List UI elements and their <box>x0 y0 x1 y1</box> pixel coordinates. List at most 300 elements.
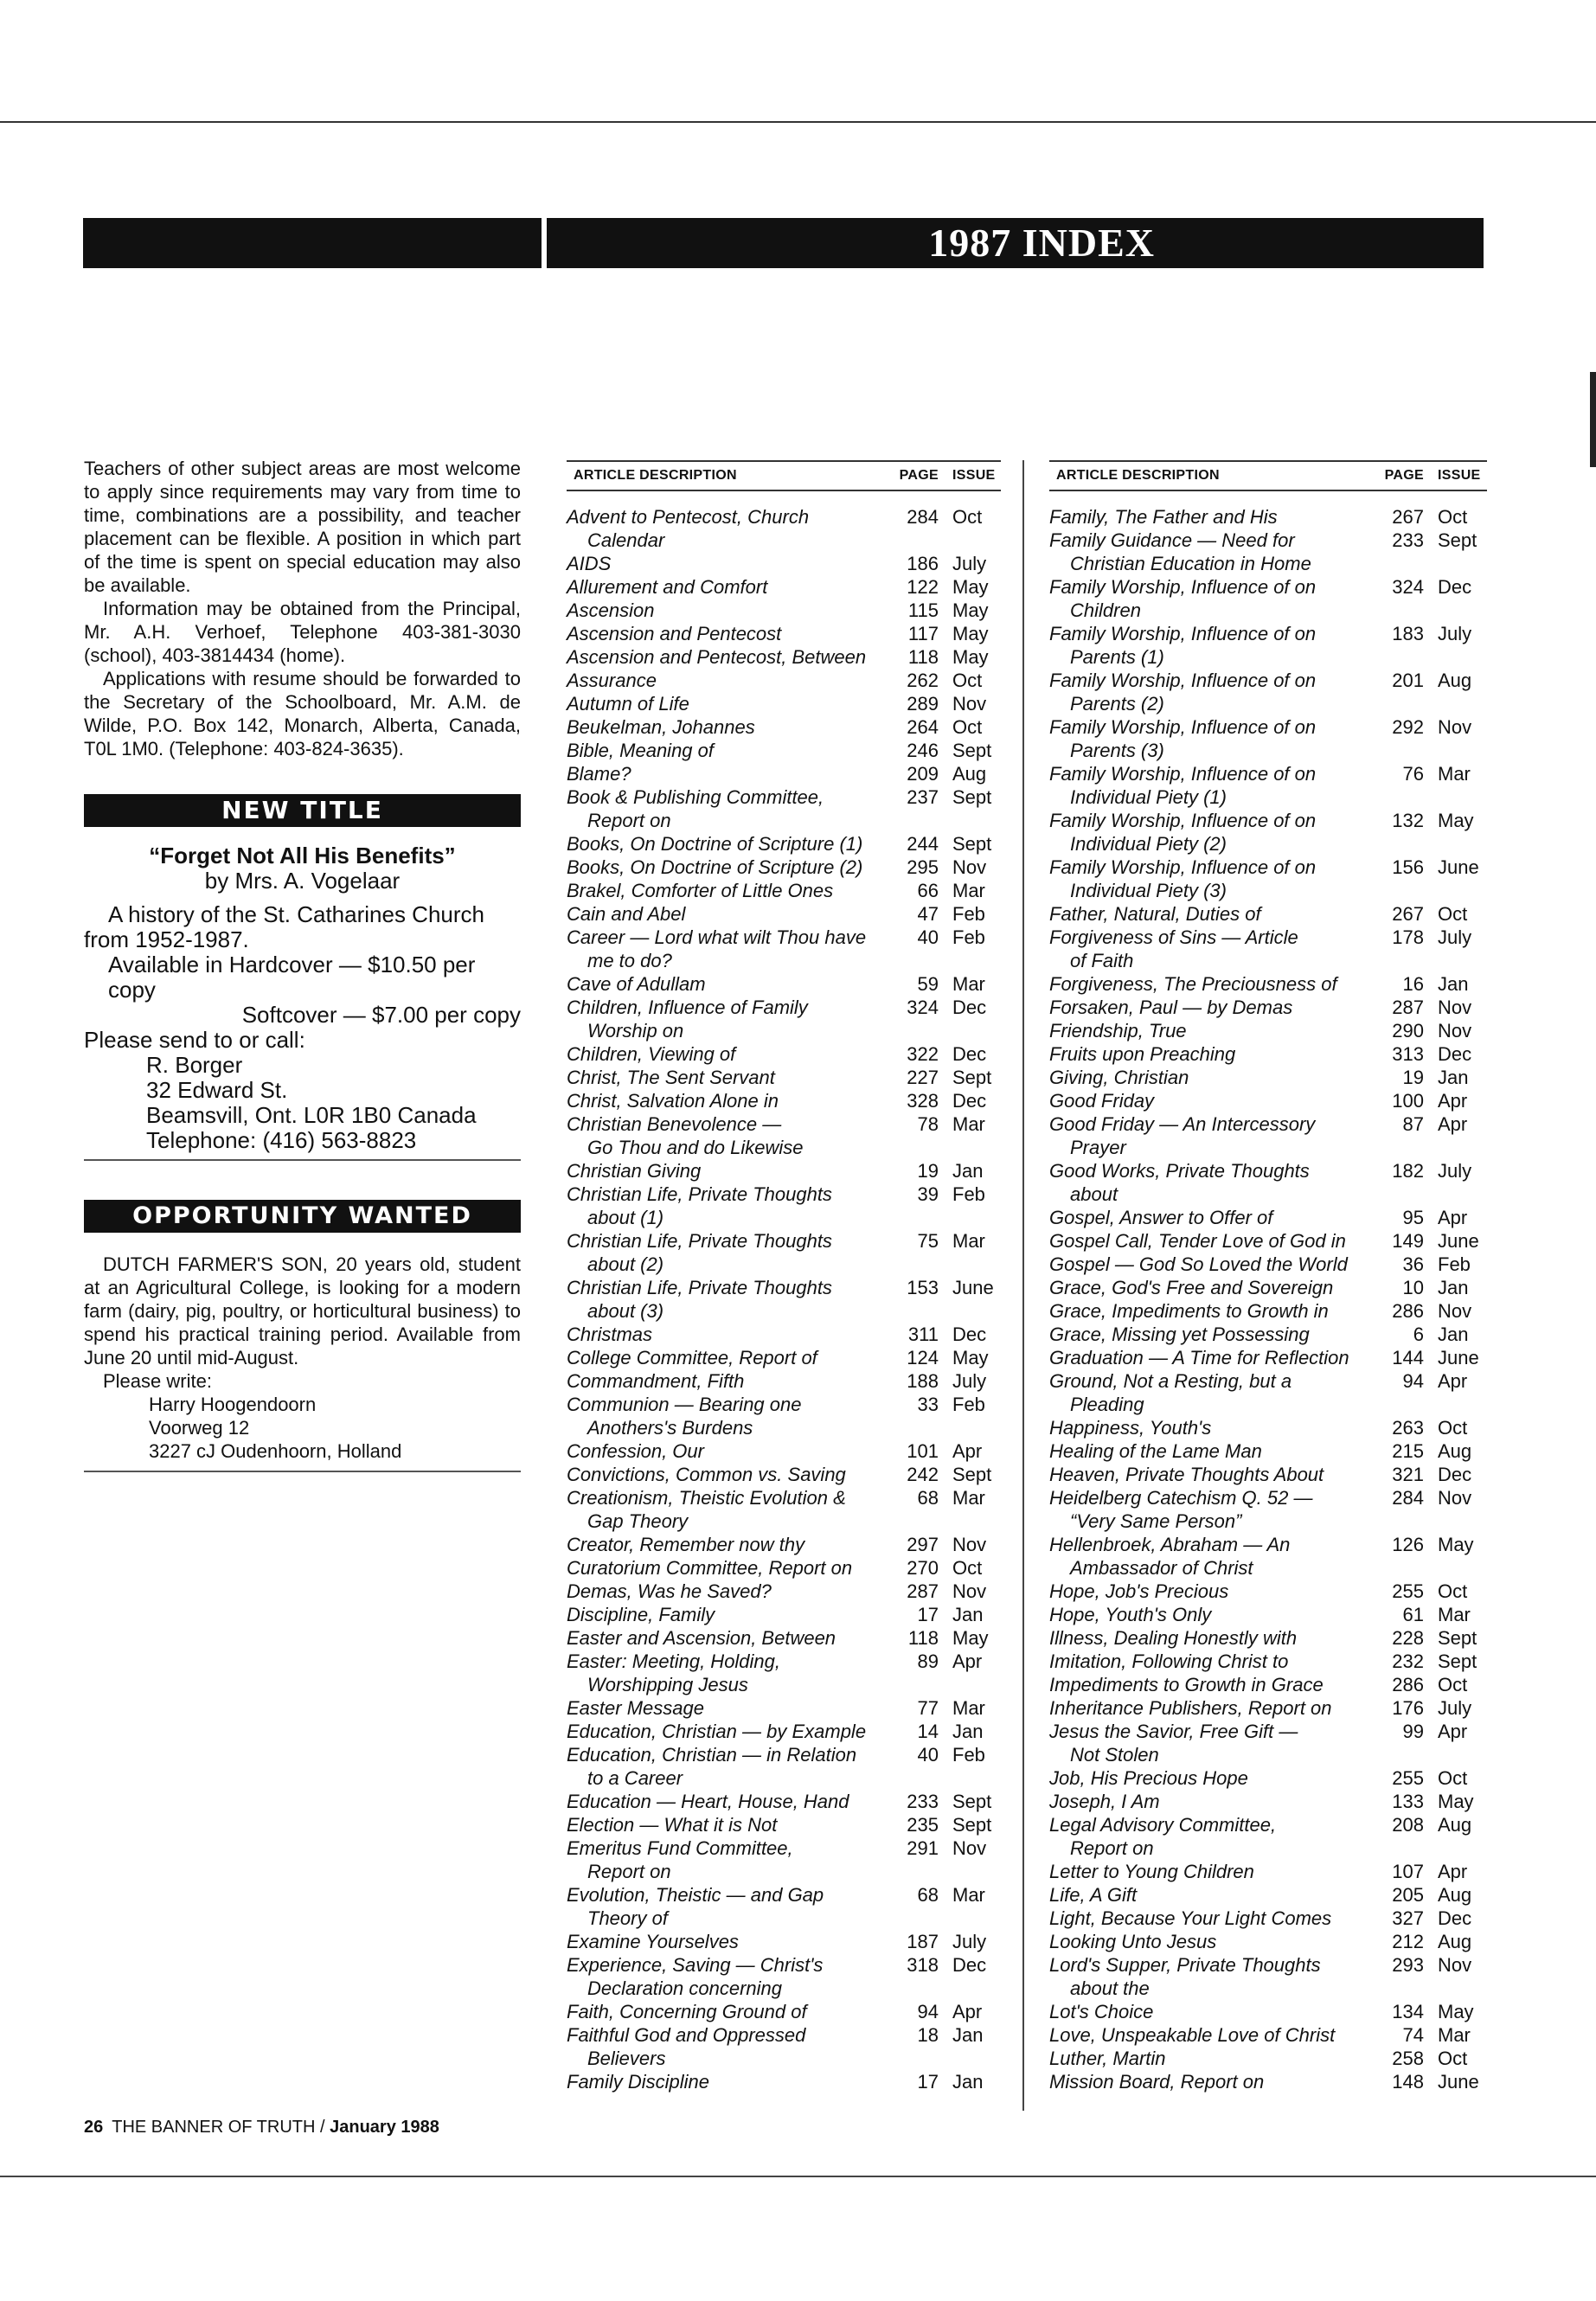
entry-issue: Feb <box>952 903 985 925</box>
entry-description <box>567 1089 895 1112</box>
entry-description <box>567 1042 895 1066</box>
index-entry <box>567 1183 1001 1229</box>
entry-issue: Oct <box>952 506 983 528</box>
entry-title: Family, The Father and His <box>1049 506 1278 528</box>
index-entry <box>567 1836 1001 1883</box>
entry-page: 144 <box>1392 1347 1424 1368</box>
entry-description <box>567 505 895 552</box>
entry-title-continued: of Faith <box>1070 950 1134 971</box>
entry-title: Confession, Our <box>567 1440 704 1462</box>
entry-description <box>567 692 895 715</box>
index-entry <box>567 1953 1001 2000</box>
index-entry <box>567 1276 1001 1323</box>
entry-description <box>1049 1860 1381 1883</box>
entry-page: 68 <box>917 1884 939 1906</box>
entry-title: Faithful God and Oppressed <box>567 2024 806 2046</box>
entry-description <box>1049 2000 1381 2023</box>
header-page: PAGE <box>899 468 939 483</box>
index-entry <box>567 996 1001 1042</box>
index-entry <box>1049 715 1487 762</box>
entry-description <box>567 1276 895 1323</box>
entry-title-continued: Ambassador of Christ <box>1070 1557 1253 1579</box>
header-issue: ISSUE <box>952 468 996 483</box>
entry-title: Hope, Job's Precious <box>1049 1580 1229 1602</box>
index-entry <box>1049 1042 1487 1066</box>
entry-page: 17 <box>917 1604 939 1625</box>
entry-issue: Feb <box>952 926 985 948</box>
entry-issue: Nov <box>1438 1954 1472 1976</box>
entry-issue: Dec <box>952 1043 987 1065</box>
entry-title: Christmas <box>567 1324 653 1345</box>
entry-description <box>567 926 895 972</box>
entry-issue: Nov <box>1438 716 1472 738</box>
entry-issue: Sept <box>952 833 992 855</box>
index-entries <box>1049 505 1487 2093</box>
entry-description <box>1049 1089 1381 1112</box>
entry-title: Gospel, Answer to Offer of <box>1049 1207 1273 1228</box>
index-entry <box>567 1790 1001 1813</box>
entry-title: Happiness, Youth's <box>1049 1417 1212 1439</box>
entry-description <box>1049 1369 1381 1416</box>
entry-issue: Apr <box>1438 1207 1468 1228</box>
entry-description <box>1049 1696 1381 1720</box>
header-bar <box>547 218 1484 268</box>
entry-issue: Aug <box>1438 670 1472 691</box>
index-entry <box>567 1463 1001 1486</box>
index-entry <box>1049 902 1487 926</box>
index-entry <box>1049 1299 1487 1323</box>
entry-issue: Jan <box>952 2024 984 2046</box>
index-entry <box>1049 1416 1487 1439</box>
entry-title: Grace, Missing yet Possessing <box>1049 1324 1310 1345</box>
index-entry <box>1049 762 1487 809</box>
entry-issue: July <box>952 1931 987 1952</box>
entry-issue: Apr <box>952 1440 983 1462</box>
entry-page: 267 <box>1392 903 1424 925</box>
entry-issue: Sept <box>1438 1627 1477 1649</box>
entry-title: Demas, Was he Saved? <box>567 1580 772 1602</box>
entry-page: 205 <box>1392 1884 1424 1906</box>
index-entry <box>1049 622 1487 669</box>
index-entry <box>1049 1066 1487 1089</box>
index-entry <box>567 1743 1001 1790</box>
entry-title: Mission Board, Report on <box>1049 2071 1265 2093</box>
entry-page: 76 <box>1402 763 1424 785</box>
entry-title-continued: Children <box>1070 599 1141 621</box>
entry-title: Looking Unto Jesus <box>1049 1931 1217 1952</box>
entry-title: AIDS <box>567 553 612 574</box>
entry-description <box>567 972 895 996</box>
entry-page: 10 <box>1402 1277 1424 1298</box>
entry-issue: July <box>1438 623 1472 644</box>
entry-description <box>1049 669 1381 715</box>
entry-page: 187 <box>907 1931 939 1952</box>
index-entry <box>567 1813 1001 1836</box>
entry-title: Cave of Adullam <box>567 973 706 995</box>
entry-description <box>1049 1159 1381 1206</box>
entry-issue: Nov <box>1438 1487 1472 1509</box>
entry-title: Experience, Saving — Christ's <box>567 1954 824 1976</box>
entry-page: 237 <box>907 786 939 808</box>
index-entry <box>1049 2047 1487 2070</box>
entry-issue: Apr <box>952 2001 983 2022</box>
index-entry <box>1049 1533 1487 1580</box>
index-entry <box>1049 1112 1487 1159</box>
entry-page: 75 <box>917 1230 939 1252</box>
entry-page: 284 <box>1392 1487 1424 1509</box>
entry-title: Ground, Not a Resting, but a <box>1049 1370 1292 1392</box>
entry-description <box>1049 809 1381 856</box>
entry-page: 264 <box>907 716 939 738</box>
entry-description <box>1049 1486 1381 1533</box>
entry-issue: June <box>1438 856 1479 878</box>
entry-description <box>1049 1953 1381 2000</box>
entry-title: Career — Lord what wilt Thou have <box>567 926 867 948</box>
entry-title-continued: Individual Piety (3) <box>1070 880 1227 901</box>
section-divider <box>84 1471 521 1472</box>
entry-title-continued: about (3) <box>587 1300 664 1322</box>
entry-page: 117 <box>907 623 939 644</box>
opportunity-section <box>84 1253 521 1463</box>
entry-title: Heaven, Private Thoughts About <box>1049 1464 1324 1485</box>
entry-title: Easter: Meeting, Holding, <box>567 1650 781 1672</box>
entry-title: Christian Life, Private Thoughts <box>567 1230 832 1252</box>
entry-description <box>567 1112 895 1159</box>
entry-description <box>1049 2047 1381 2070</box>
entry-issue: Jan <box>952 1721 984 1742</box>
index-entry <box>567 926 1001 972</box>
entry-title-continued: Declaration concerning <box>587 1977 783 1999</box>
entry-title: Books, On Doctrine of Scripture (2) <box>567 856 863 878</box>
entry-description <box>1049 1790 1381 1813</box>
index-entry <box>567 856 1001 879</box>
contact-address-line: 3227 cJ Oudenhoorn, Holland <box>149 1440 402 1462</box>
entry-issue: Oct <box>1438 2048 1468 2069</box>
entry-title-continued: about <box>1070 1183 1118 1205</box>
index-entry <box>567 1439 1001 1463</box>
index-entry <box>1049 1650 1487 1673</box>
index-entry <box>1049 1463 1487 1486</box>
entry-issue: Nov <box>1438 997 1472 1018</box>
entry-title: Easter and Ascension, Between <box>567 1627 836 1649</box>
entry-page: 40 <box>917 926 939 948</box>
entry-issue: Mar <box>1438 763 1471 785</box>
entry-page: 212 <box>1392 1931 1424 1952</box>
entry-issue: Dec <box>1438 1907 1472 1929</box>
index-entry <box>567 575 1001 599</box>
index-header <box>1049 460 1487 491</box>
entry-issue: May <box>952 1347 989 1368</box>
entry-title: Father, Natural, Duties of <box>1049 903 1261 925</box>
entry-description <box>1049 1650 1381 1673</box>
entry-issue: May <box>952 646 989 668</box>
entry-page: 328 <box>907 1090 939 1112</box>
entry-title: Family Worship, Influence of on <box>1049 763 1317 785</box>
entry-issue: Sept <box>1438 1650 1477 1672</box>
index-entry <box>567 2070 1001 2093</box>
entry-title-continued: Report on <box>1070 1837 1154 1859</box>
index-entry <box>567 1346 1001 1369</box>
entry-issue: May <box>952 599 989 621</box>
entry-description <box>567 1790 895 1813</box>
index-entry <box>567 1696 1001 1720</box>
entry-title: Emeritus Fund Committee, <box>567 1837 793 1859</box>
entry-page: 228 <box>1392 1627 1424 1649</box>
entry-description <box>1049 1533 1381 1580</box>
entry-title: Curatorium Committee, Report on <box>567 1557 853 1579</box>
index-column-1 <box>567 460 1001 2093</box>
entry-page: 61 <box>1402 1604 1424 1625</box>
entry-page: 286 <box>1392 1300 1424 1322</box>
entry-issue: June <box>1438 1347 1479 1368</box>
entry-page: 126 <box>1392 1534 1424 1555</box>
index-entry <box>1049 1346 1487 1369</box>
scan-edge-mark <box>1590 372 1596 467</box>
entry-page: 242 <box>907 1464 939 1485</box>
entry-issue: Nov <box>952 1837 987 1859</box>
entry-title-continued: Christian Education in Home <box>1070 553 1311 574</box>
entry-title: Gospel Call, Tender Love of God in <box>1049 1230 1346 1252</box>
entry-page: 59 <box>917 973 939 995</box>
entry-page: 321 <box>1392 1464 1424 1485</box>
entry-issue: Feb <box>952 1183 985 1205</box>
entry-title-continued: Report on <box>587 1861 671 1882</box>
entry-page: 244 <box>907 833 939 855</box>
entry-title-continued: Worshipping Jesus <box>587 1674 748 1695</box>
index-entry <box>1049 1603 1487 1626</box>
index-entry <box>567 622 1001 645</box>
entry-page: 178 <box>1392 926 1424 948</box>
index-entry <box>567 2023 1001 2070</box>
entry-page: 255 <box>1392 1580 1424 1602</box>
opportunity-text: DUTCH FARMER'S SON, 20 years old, student at an Agricultural College, is looking for a modern farm (dairy, pig, poultry, or horticultural business) to spend his practical training period. Available from June 20 until mid-August. <box>84 1253 521 1368</box>
entry-page: 235 <box>907 1814 939 1836</box>
header-description: ARTICLE DESCRIPTION <box>1056 468 1220 483</box>
entry-title: Grace, God's Free and Sovereign <box>1049 1277 1334 1298</box>
page-number: 26 <box>84 2118 104 2137</box>
entry-page: 16 <box>1402 973 1424 995</box>
entry-description <box>567 1696 895 1720</box>
entry-page: 227 <box>907 1067 939 1088</box>
entry-title: Inheritance Publishers, Report on <box>1049 1697 1332 1719</box>
entry-page: 182 <box>1392 1160 1424 1182</box>
header-page: PAGE <box>1384 468 1424 483</box>
entry-page: 293 <box>1392 1954 1424 1976</box>
index-entry <box>1049 1019 1487 1042</box>
index-entry <box>1049 996 1487 1019</box>
entry-description <box>567 1323 895 1346</box>
entry-description <box>567 552 895 575</box>
index-entry <box>567 1883 1001 1930</box>
entry-page: 297 <box>907 1534 939 1555</box>
entry-title: Lord's Supper, Private Thoughts <box>1049 1954 1321 1976</box>
index-entry <box>1049 1253 1487 1276</box>
entry-issue: Oct <box>1438 903 1468 925</box>
index-entry <box>567 1580 1001 1603</box>
entry-page: 201 <box>1392 670 1424 691</box>
entry-title: Good Friday — An Intercessory <box>1049 1113 1316 1135</box>
index-entry <box>1049 1953 1487 2000</box>
entry-issue: Dec <box>952 1090 987 1112</box>
entry-description <box>1049 622 1381 669</box>
entry-page: 324 <box>907 997 939 1018</box>
entry-issue: Dec <box>952 1954 987 1976</box>
entry-page: 318 <box>907 1954 939 1976</box>
book-title: “Forget Not All His Benefits” <box>149 843 456 868</box>
book-author: by Mrs. A. Vogelaar <box>204 868 401 894</box>
entry-page: 176 <box>1392 1697 1424 1719</box>
entry-title: Christ, Salvation Alone in <box>567 1090 779 1112</box>
entry-issue: Oct <box>952 1557 983 1579</box>
entry-issue: July <box>952 553 987 574</box>
entry-issue: May <box>1438 1534 1474 1555</box>
entry-description <box>1049 1416 1381 1439</box>
entry-description <box>567 622 895 645</box>
entry-page: 246 <box>907 740 939 761</box>
entry-issue: Mar <box>952 1697 985 1719</box>
entry-page: 233 <box>1392 529 1424 551</box>
entry-description <box>567 1346 895 1369</box>
entry-title: Communion — Bearing one <box>567 1394 802 1415</box>
entry-issue: Dec <box>952 997 987 1018</box>
entry-title: Election — What it is Not <box>567 1814 778 1836</box>
index-entry <box>567 1393 1001 1439</box>
entry-title: Imitation, Following Christ to <box>1049 1650 1289 1672</box>
entry-issue: Oct <box>952 670 983 691</box>
section-divider <box>84 1159 521 1161</box>
entry-description <box>1049 1439 1381 1463</box>
entry-title: Forgiveness, The Preciousness of <box>1049 973 1337 995</box>
entry-title: Blame? <box>567 763 631 785</box>
entry-page: 149 <box>1392 1230 1424 1252</box>
entry-page: 287 <box>907 1580 939 1602</box>
entry-description <box>1049 2023 1381 2047</box>
entry-title: Christ, The Sent Servant <box>567 1067 775 1088</box>
write-instruction: Please write: <box>103 1370 212 1392</box>
entry-description <box>567 2000 895 2023</box>
index-entry <box>567 972 1001 996</box>
entry-title-continued: to a Career <box>587 1767 683 1789</box>
entry-page: 295 <box>907 856 939 878</box>
entry-title: Hope, Youth's Only <box>1049 1604 1212 1625</box>
index-entry <box>1049 1696 1487 1720</box>
entry-page: 36 <box>1402 1253 1424 1275</box>
book-description: from 1952-1987. <box>84 926 249 952</box>
order-instruction: Please send to or call: <box>84 1027 305 1053</box>
entry-page: 255 <box>1392 1767 1424 1789</box>
entry-title: Legal Advisory Committee, <box>1049 1814 1277 1836</box>
index-entry <box>1049 1626 1487 1650</box>
entry-title-continued: me to do? <box>587 950 672 971</box>
entry-page: 284 <box>907 506 939 528</box>
entry-title: Beukelman, Johannes <box>567 716 755 738</box>
entry-page: 313 <box>1392 1043 1424 1065</box>
entry-title: Education, Christian — in Relation <box>567 1744 857 1766</box>
entry-title: Creator, Remember now thy <box>567 1534 805 1555</box>
entry-issue: Sept <box>952 740 992 761</box>
entry-issue: Aug <box>952 763 987 785</box>
entry-issue: July <box>1438 926 1472 948</box>
entry-description <box>567 1836 895 1883</box>
entry-description <box>567 1369 895 1393</box>
index-entry <box>567 785 1001 832</box>
entry-issue: Jan <box>1438 1324 1469 1345</box>
entry-title: Family Worship, Influence of on <box>1049 670 1317 691</box>
entry-page: 77 <box>917 1697 939 1719</box>
index-entry <box>567 1066 1001 1089</box>
order-telephone: Telephone: (416) 563-8823 <box>146 1127 417 1153</box>
entry-title-continued: Prayer <box>1070 1137 1126 1158</box>
entry-page: 47 <box>917 903 939 925</box>
entry-issue: Nov <box>1438 1020 1472 1042</box>
entry-description <box>1049 2070 1381 2093</box>
entry-title: Family Discipline <box>567 2071 710 2093</box>
entry-issue: May <box>952 576 989 598</box>
entry-description <box>1049 926 1381 972</box>
entry-description <box>1049 972 1381 996</box>
entry-description <box>567 1159 895 1183</box>
entry-issue: Oct <box>952 716 983 738</box>
index-entry <box>1049 1229 1487 1253</box>
entry-title-continued: Pleading <box>1070 1394 1144 1415</box>
entry-issue: May <box>1438 810 1474 831</box>
index-entry <box>567 1556 1001 1580</box>
order-address-line: 32 Edward St. <box>146 1077 288 1103</box>
entry-title: Assurance <box>567 670 657 691</box>
entry-page: 94 <box>1402 1370 1424 1392</box>
entry-issue: Aug <box>1438 1931 1472 1952</box>
index-entry <box>1049 1276 1487 1299</box>
entry-description <box>1049 1813 1381 1860</box>
entry-title: Books, On Doctrine of Scripture (1) <box>567 833 863 855</box>
entry-title: Luther, Martin <box>1049 2048 1166 2069</box>
entry-title-continued: Go Thou and do Likewise <box>587 1137 804 1158</box>
entry-issue: Mar <box>952 1230 985 1252</box>
opportunity-heading: OPPORTUNITY WANTED <box>84 1200 521 1233</box>
index-entry <box>567 715 1001 739</box>
entry-title: Creationism, Theistic Evolution & <box>567 1487 846 1509</box>
entry-title-continued: Gap Theory <box>587 1510 689 1532</box>
index-entry <box>1049 1930 1487 1953</box>
index-entry <box>567 1603 1001 1626</box>
entry-description <box>567 669 895 692</box>
publication-name: THE BANNER OF TRUTH / <box>112 2118 330 2137</box>
entry-issue: Feb <box>952 1744 985 1766</box>
entry-title: Family Worship, Influence of on <box>1049 856 1317 878</box>
entry-title: Ascension and Pentecost, Between <box>567 646 867 668</box>
entry-description <box>567 1183 895 1229</box>
entry-description <box>567 1393 895 1439</box>
index-entry <box>567 1369 1001 1393</box>
entry-description <box>567 2070 895 2093</box>
entry-description <box>1049 1019 1381 1042</box>
entry-issue: Feb <box>1438 1253 1471 1275</box>
entry-page: 40 <box>917 1744 939 1766</box>
entry-description <box>567 902 895 926</box>
entry-description <box>567 645 895 669</box>
index-entry <box>1049 1860 1487 1883</box>
entry-page: 311 <box>907 1324 939 1345</box>
entry-title: Brakel, Comforter of Little Ones <box>567 880 834 901</box>
entry-description <box>1049 1930 1381 1953</box>
entry-title: Family Worship, Influence of on <box>1049 623 1317 644</box>
new-title-section <box>84 843 521 1153</box>
entry-title: Good Friday <box>1049 1090 1155 1112</box>
entry-title: Grace, Impediments to Growth in <box>1049 1300 1329 1322</box>
entry-issue: Mar <box>1438 1604 1471 1625</box>
index-entry <box>1049 926 1487 972</box>
entry-title-continued: Parents (1) <box>1070 646 1164 668</box>
